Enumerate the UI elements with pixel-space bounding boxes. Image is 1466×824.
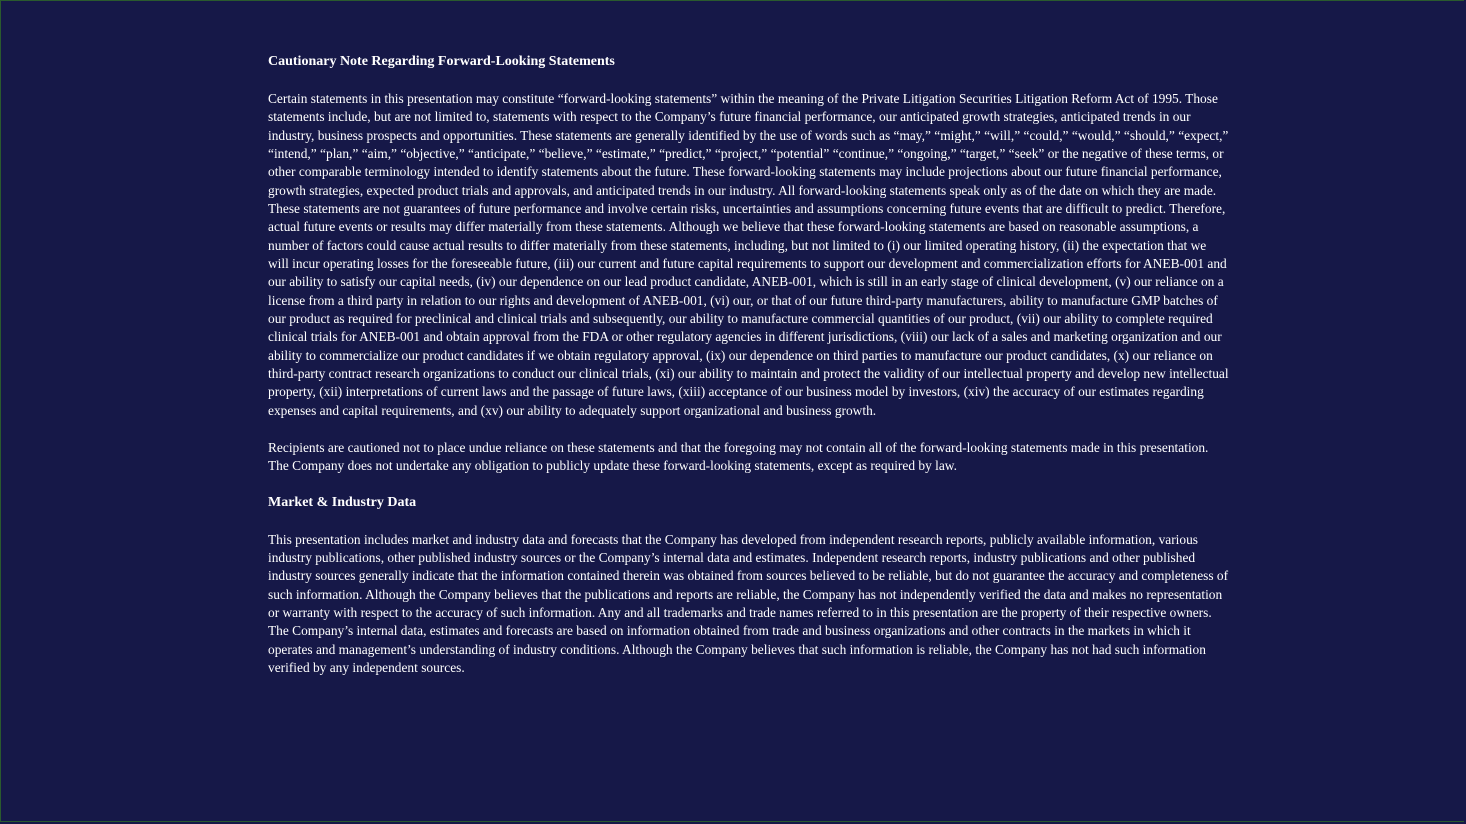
heading-market-industry-data: Market & Industry Data (268, 494, 417, 510)
spacer (268, 420, 1230, 439)
heading-forward-looking-statements: Cautionary Note Regarding Forward-Looking Statements (268, 54, 615, 69)
spacer (268, 475, 1230, 494)
paragraph-forward-looking-statements: Certain statements in this presentation may constitute “forward-looking statements” within the meaning of the Private Litigation Securities Litigation Reform Act of 1995. Those statements include, but are not limited to, statements with respect to the Company’s future financial performance, our anticipated growth strategies, anticipated trends in our industry, business prospects and opportunities. These statements are generally identified by the use of words such as “may,” “might,” “will,” “could,” “would,” “should,” “expect,” “intend,” “plan,” “aim,” “objective,” “anticipate,” “believe,” “estimate,” “predict,” “project,” “potential” “continue,” “ongoing,” “target,” “seek” or the negative of these terms, or other comparable terminology intended to identify statements about the future. These forward-looking statements may include projections about our future financial performance, growth strategies, expected product trials and approvals, and anticipated trends in our industry. All forward-looking statements speak only as of the date on which they are made. These statements are not guarantees of future performance and involve certain risks, uncertainties and assumptions concerning future events that are difficult to predict. Therefore, actual future events or results may differ materially from these statements. Although we believe that these forward-looking statements are based on reasonable assumptions, a number of factors could cause actual results to differ materially from these statements, including, but not limited to (i) our limited operating history, (ii) the expectation that we will incur operating losses for the foreseeable future, (iii) our current and future capital requirements to support our development and commercialization efforts for ANEB-001 and our ability to satisfy our capital needs, (iv) our dependence on our lead product candidate, ANEB-001, which is still in an early stage of clinical development, (v) our reliance on a license from a third party in relation to our rights and development of ANEB-001, (vi) our, or that of our future third-party manufacturers, ability to manufacture GMP batches of our product as required for preclinical and clinical trials and subsequently, our ability to manufacture commercial quantities of our product, (vii) our ability to complete required clinical trials for ANEB-001 and obtain approval from the FDA or other regulatory agencies in different jurisdictions, (viii) our lack of a sales and marketing organization and our ability to commercialize our product candidates if we obtain regulatory approval, (ix) our dependence on third parties to manufacture our product candidates, (x) our reliance on third-party contract research organizations to conduct our clinical trials, (xi) our ability to maintain and protect the validity of our intellectual property and develop new intellectual property, (xii) interpretations of current laws and the passage of future laws, (xiii) acceptance of our business model by investors, (xiv) the accuracy of our estimates regarding expenses and capital requirements, and (xv) our ability to adequately support organizational and business growth. (268, 90, 1229, 418)
spacer (268, 71, 1230, 90)
disclaimer-content (268, 53, 1230, 677)
paragraph-undue-reliance: Recipients are cautioned not to place undue reliance on these statements and that the foregoing may not contain all of the forward-looking statements made in this presentation. The Company does not undertake any obligation to publicly update these forward-looking statements, except as required by law. (268, 439, 1209, 473)
spacer (268, 512, 1230, 531)
paragraph-market-industry-data: This presentation includes market and industry data and forecasts that the Company has developed from independent research reports, publicly available information, various industry publications, other published industry sources or the Company’s internal data and estimates. Independent research reports, industry publications and other published industry sources generally indicate that the information contained therein was obtained from sources believed to be reliable, but do not guarantee the accuracy and completeness of such information. Although the Company believes that the publications and reports are reliable, the Company has not independently verified the data and makes no representation or warranty with respect to the accuracy of such information. Any and all trademarks and trade names referred to in this presentation are the property of their respective owners. The Company’s internal data, estimates and forecasts are based on information obtained from trade and business organizations and other contracts in the markets in which it operates and management’s understanding of industry conditions. Although the Company believes that such information is reliable, the Company has not had such information verified by any independent sources. (268, 531, 1229, 675)
